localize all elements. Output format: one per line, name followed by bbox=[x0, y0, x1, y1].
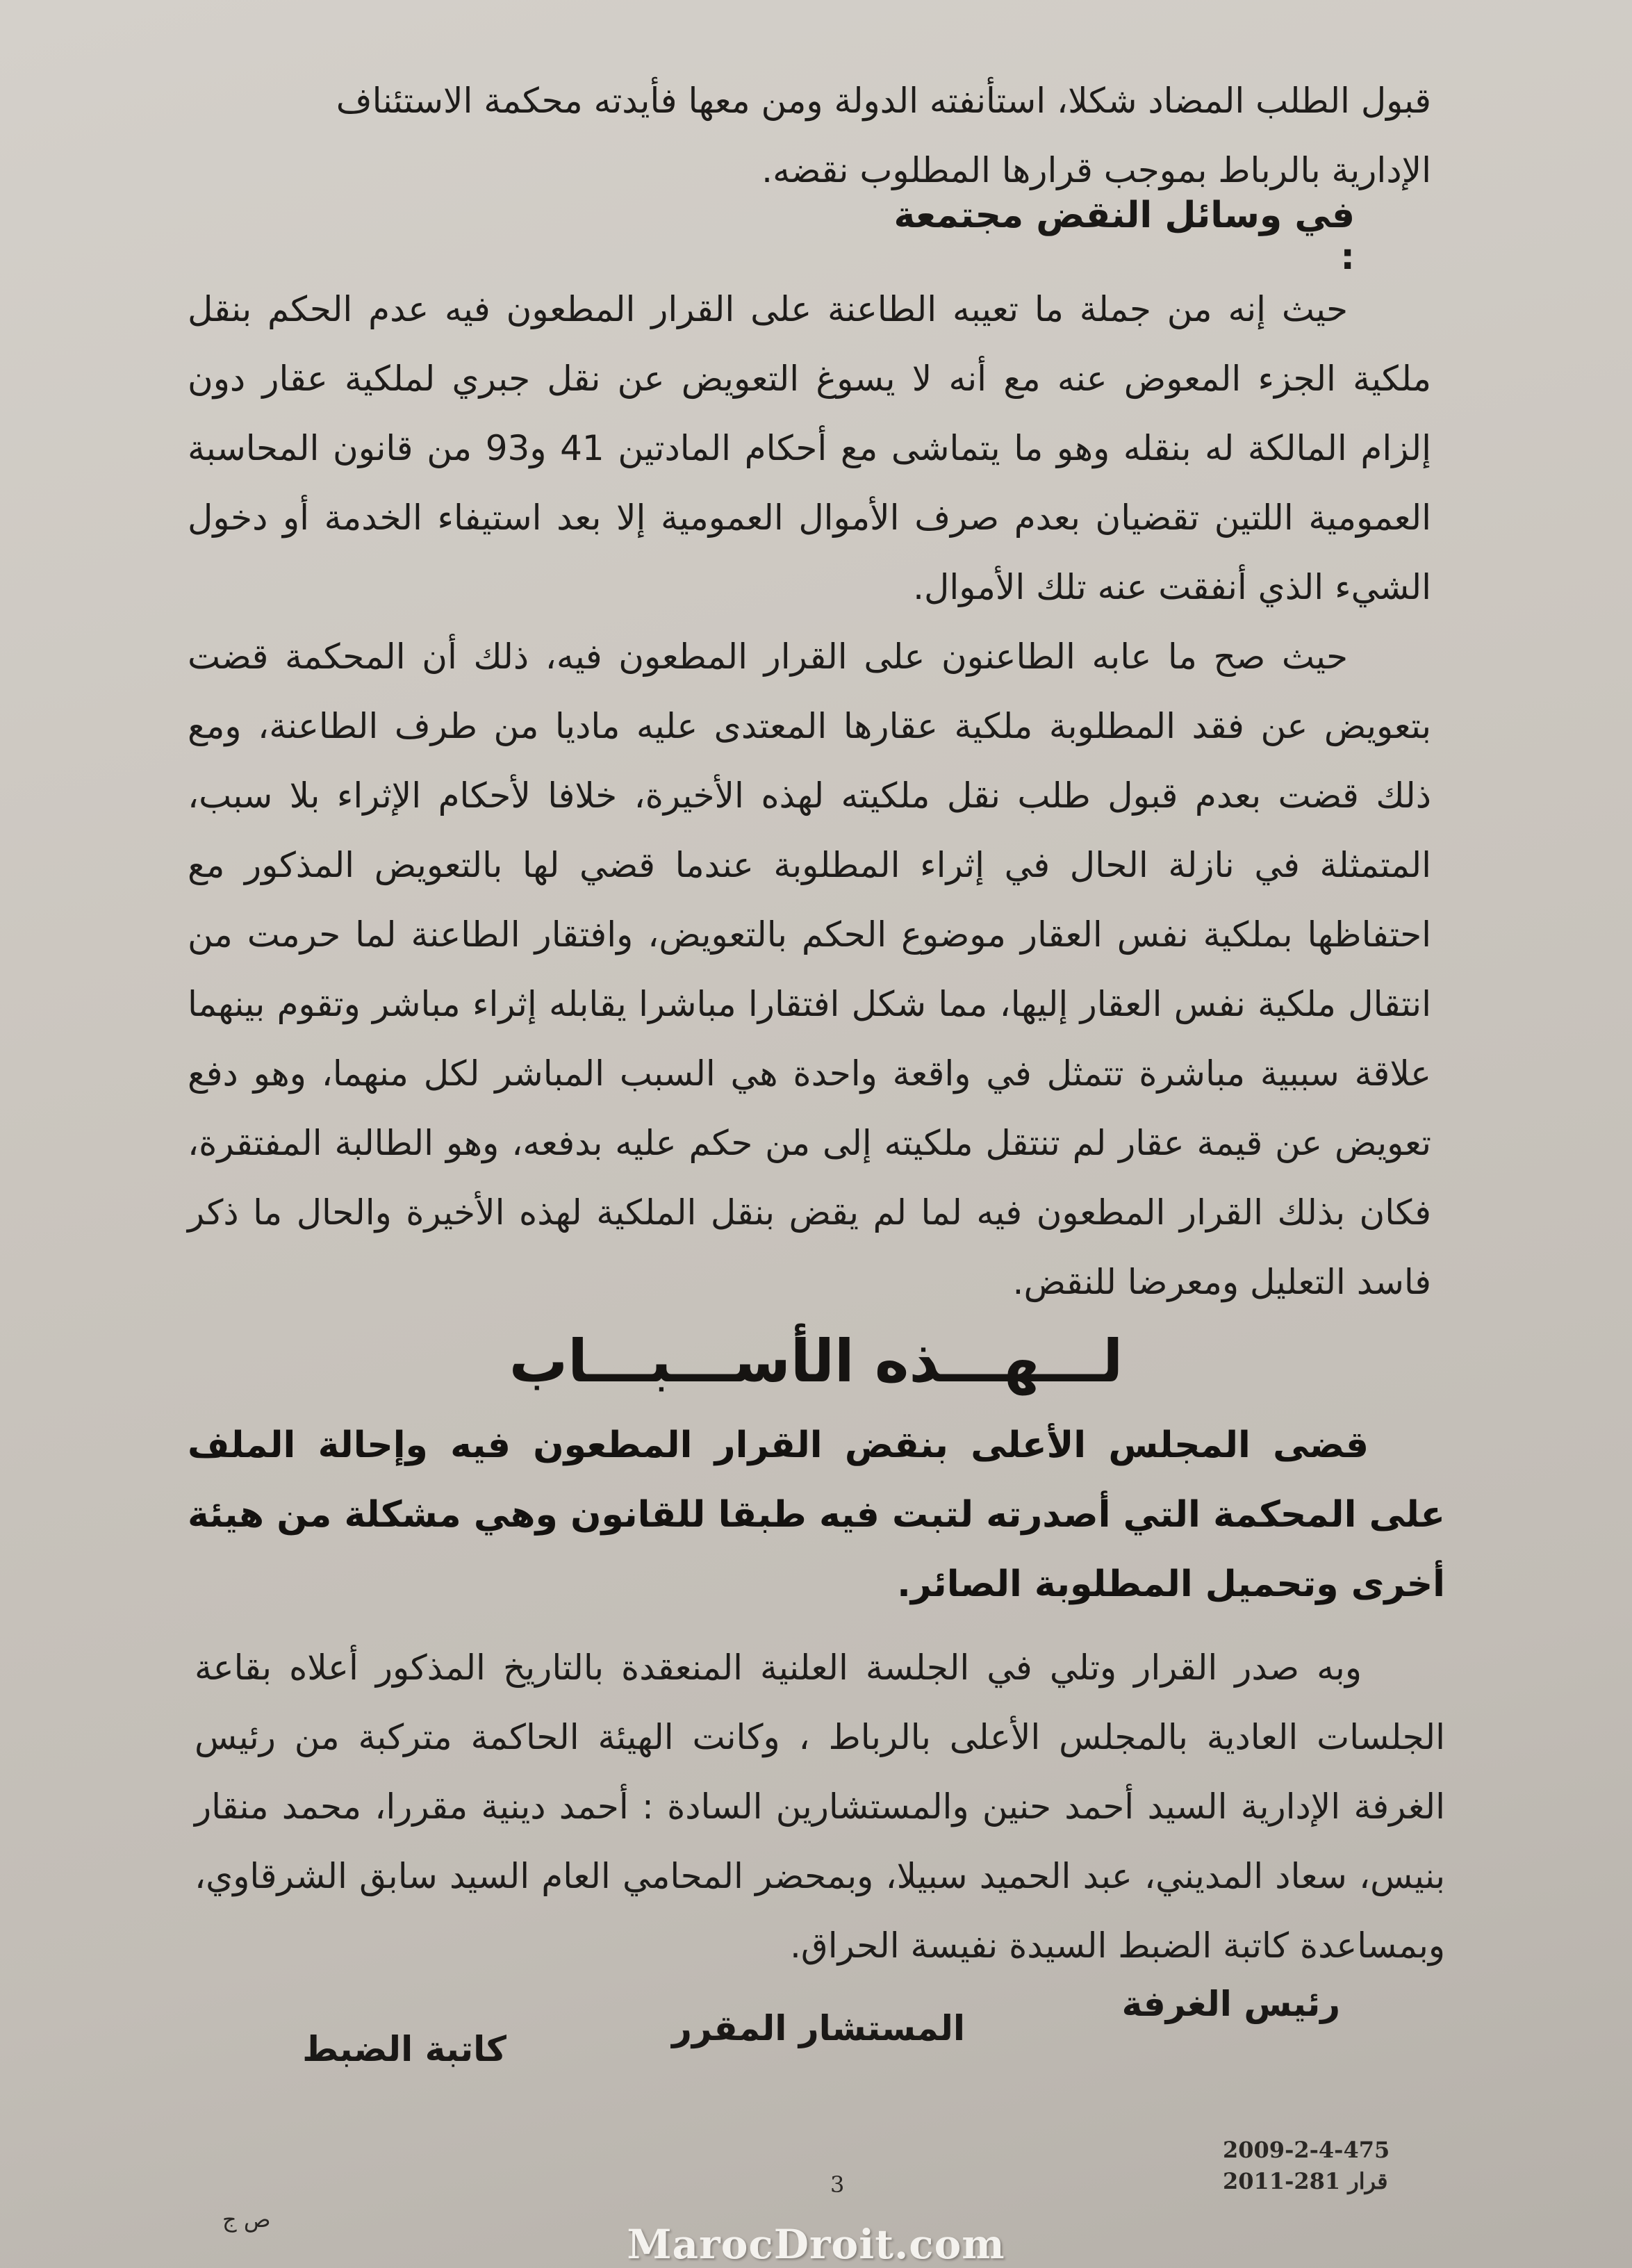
intro-text bbox=[188, 66, 1431, 205]
reasons-title: لـــهـــذه الأســـبـــاب bbox=[509, 1327, 1123, 1395]
intro-line: الإدارية بالرباط بموجب قرارها المطلوب نقضه. bbox=[761, 150, 1431, 190]
decision-label: قرار bbox=[1348, 2168, 1388, 2194]
section-heading: في وسائل النقض مجتمعة : bbox=[893, 195, 1355, 278]
intro-line: قبول الطلب المضاد شكلا، استأنفته الدولة ومن معها فأيدته محكمة الاستئناف bbox=[336, 81, 1431, 121]
signature-rapporteur: المستشار المقرر bbox=[672, 2008, 965, 2048]
file-number: 2009-2-4-475 bbox=[1223, 2137, 1390, 2163]
watermark: MarocDroit.com bbox=[627, 2221, 1005, 2268]
initials: ص ج bbox=[222, 2206, 271, 2233]
signature-clerk: كاتبة الضبط bbox=[302, 2029, 506, 2069]
closing-paragraph: وبه صدر القرار وتلي في الجلسة العلنية المنعقدة بالتاريخ المذكور أعلاه بقاعة الجلسات العادية بالمجلس الأعلى بالرباط ، وكانت الهيئة الحاكمة متركبة من رئيس الغرفة الإدارية السيد أحمد حنين والمستشارين السادة : أحمد دينية مقررا، محمد منقار بنيس، سعاد المديني، عبد الحميد سبيلا، وبمحضر المحامي العام السيد سابق الشرقاوي، وبمساعدة كاتبة الضبط السيدة نفيسة الحراق. bbox=[195, 1647, 1445, 1966]
page-number: 3 bbox=[830, 2171, 845, 2198]
paragraph-grounds: حيث إنه من جملة ما تعيبه الطاعنة على القرار المطعون فيه عدم الحكم بنقل ملكية الجزء المعوض عنه مع أنه لا يسوغ التعويض عن نقل جبري لملكية عقار دون إلزام المالكة له بنقله وهو ما يتماشى مع أحكام المادتين 41 و93 من قانون المحاسبة العمومية اللتين تقضيان بعدم صرف الأموال العمومية إلا بعد استيفاء الخدمة أو دخول الشيء الذي أنفقت عنه تلك الأموال. bbox=[188, 289, 1431, 607]
body-text bbox=[188, 274, 1431, 1317]
decision-number: 2011-281 bbox=[1223, 2168, 1341, 2194]
ruling-paragraph: قضى المجلس الأعلى بنقض القرار المطعون فيه وإحالة الملف على المحكمة التي أصدرته لتبت فيه طبقا للقانون وهي مشكلة من هيئة أخرى وتحميل المطلوبة الصائر. bbox=[188, 1424, 1445, 1605]
decision-reference bbox=[1223, 2168, 1388, 2194]
paragraph-reasoning: حيث صح ما عابه الطاعنون على القرار المطعون فيه، ذلك أن المحكمة قضت بتعويض عن فقد المطلوبة ملكية عقارها المعتدى عليه ماديا من طرف الطاعنة، ومع ذلك قضت بعدم قبول طلب نقل ملكيته لهذه الأخيرة، خلافا لأحكام الإثراء بلا سبب، المتمثلة في نازلة الحال في إثراء المطلوبة عندما قضي لها بالتعويض المذكور مع احتفاظها بملكية نفس العقار موضوع الحكم بالتعويض، وافتقار الطاعنة لما حرمت من انتقال ملكية نفس العقار إليها، مما شكل افتقارا مباشرا يقابله إثراء مباشر وتقوم بينهما علاقة سببية مباشرة تتمثل في واقعة واحدة هي السبب المباشر لكل منهما، وهو دفع تعويض عن قيمة عقار لم تنتقل ملكيته إلى من حكم عليه بدفعه، وهو الطالبة المفتقرة، فكان بذلك القرار المطعون فيه لما لم يقض بنقل الملكية لهذه الأخيرة والحال ما ذكر فاسد التعليل ومعرضا للنقض. bbox=[188, 636, 1431, 1302]
signature-chamber-president: رئيس الغرفة bbox=[1121, 1984, 1340, 2024]
